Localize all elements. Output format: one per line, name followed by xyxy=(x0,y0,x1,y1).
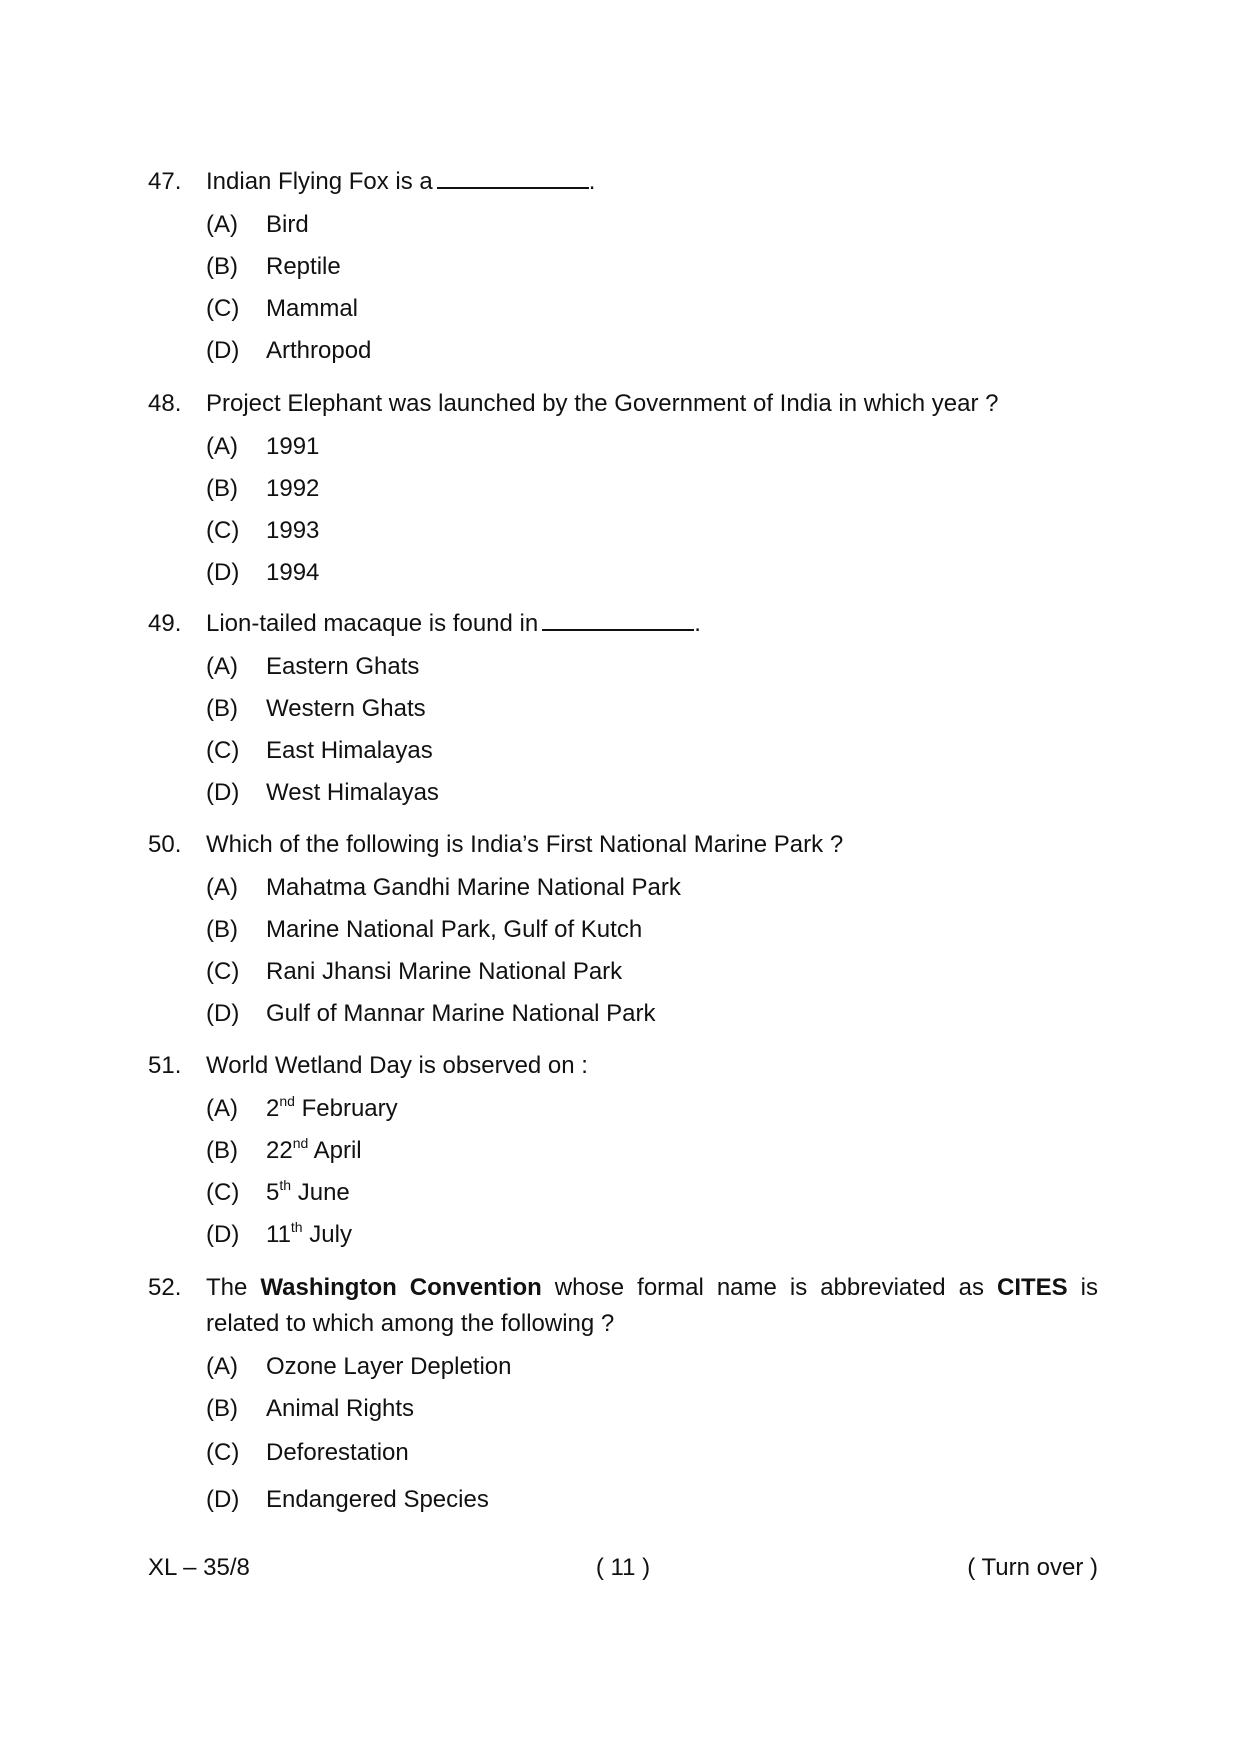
option-a: (A) 2nd February xyxy=(206,1093,398,1122)
option-a: (A) Bird xyxy=(206,211,309,238)
option-d: (D) Endangered Species xyxy=(206,1486,489,1513)
washington-convention-term: Washington Convention xyxy=(260,1274,542,1301)
question-51 xyxy=(148,1048,1098,1256)
option-a: (A) Ozone Layer Depletion xyxy=(206,1353,512,1380)
option-a: (A) 1991 xyxy=(206,433,320,460)
options-list xyxy=(206,867,1098,1035)
option-c: (C) Rani Jhansi Marine National Park xyxy=(206,958,623,985)
question-text: World Wetland Day is observed on : xyxy=(206,1052,588,1079)
question-number: 47. xyxy=(148,168,182,195)
option-a: (A) Mahatma Gandhi Marine National Park xyxy=(206,874,681,901)
question-number: 49. xyxy=(148,610,182,637)
answer-blank xyxy=(542,609,694,631)
question-number: 52. xyxy=(148,1274,182,1301)
option-d: (D) Arthropod xyxy=(206,337,372,364)
question-number: 50. xyxy=(148,831,182,858)
page-footer xyxy=(148,1554,1098,1590)
question-47 xyxy=(148,164,1098,372)
question-50 xyxy=(148,827,1098,1035)
option-c: (C) Deforestation xyxy=(206,1439,409,1466)
options-list xyxy=(206,204,1098,372)
option-b: (B) Western Ghats xyxy=(206,695,426,722)
option-b: (B) Marine National Park, Gulf of Kutch xyxy=(206,916,643,943)
turn-over-note: ( Turn over ) xyxy=(967,1554,1098,1581)
question-text: Project Elephant was launched by the Government of India in which year ? xyxy=(206,390,999,417)
option-c: (C) East Himalayas xyxy=(206,737,433,764)
page-number: ( 11 ) xyxy=(595,1554,651,1581)
option-d: (D) 1994 xyxy=(206,559,320,586)
option-d: (D) 11th July xyxy=(206,1219,352,1248)
question-48 xyxy=(148,386,1098,594)
option-b: (B) Animal Rights xyxy=(206,1395,415,1422)
options-list xyxy=(206,1346,1098,1524)
question-52 xyxy=(148,1270,1098,1524)
options-list xyxy=(206,1088,1098,1256)
question-number: 48. xyxy=(148,390,182,417)
question-number: 51. xyxy=(148,1052,182,1079)
option-a: (A) Eastern Ghats xyxy=(206,653,420,680)
options-list xyxy=(206,646,1098,814)
question-text: Which of the following is India’s First National Marine Park ? xyxy=(206,831,844,858)
option-b: (B) Reptile xyxy=(206,253,341,280)
question-text: Lion-tailed macaque is found in . xyxy=(206,610,701,637)
option-c: (C) 1993 xyxy=(206,517,320,544)
question-text: Indian Flying Fox is a . xyxy=(206,168,596,195)
option-d: (D) Gulf of Mannar Marine National Park xyxy=(206,1000,656,1027)
option-b: (B) 1992 xyxy=(206,475,320,502)
answer-blank xyxy=(437,167,589,189)
paper-code: XL – 35/8 xyxy=(148,1554,250,1581)
options-list xyxy=(206,426,1098,594)
option-c: (C) 5th June xyxy=(206,1177,350,1206)
option-c: (C) Mammal xyxy=(206,295,359,322)
option-b: (B) 22nd April xyxy=(206,1135,362,1164)
cites-term: CITES xyxy=(996,1274,1068,1301)
option-d: (D) West Himalayas xyxy=(206,779,439,806)
question-49 xyxy=(148,606,1098,814)
question-text: The Washington Convention whose formal name is abbreviated as CITES is related to which among the following ? xyxy=(206,1274,1099,1337)
